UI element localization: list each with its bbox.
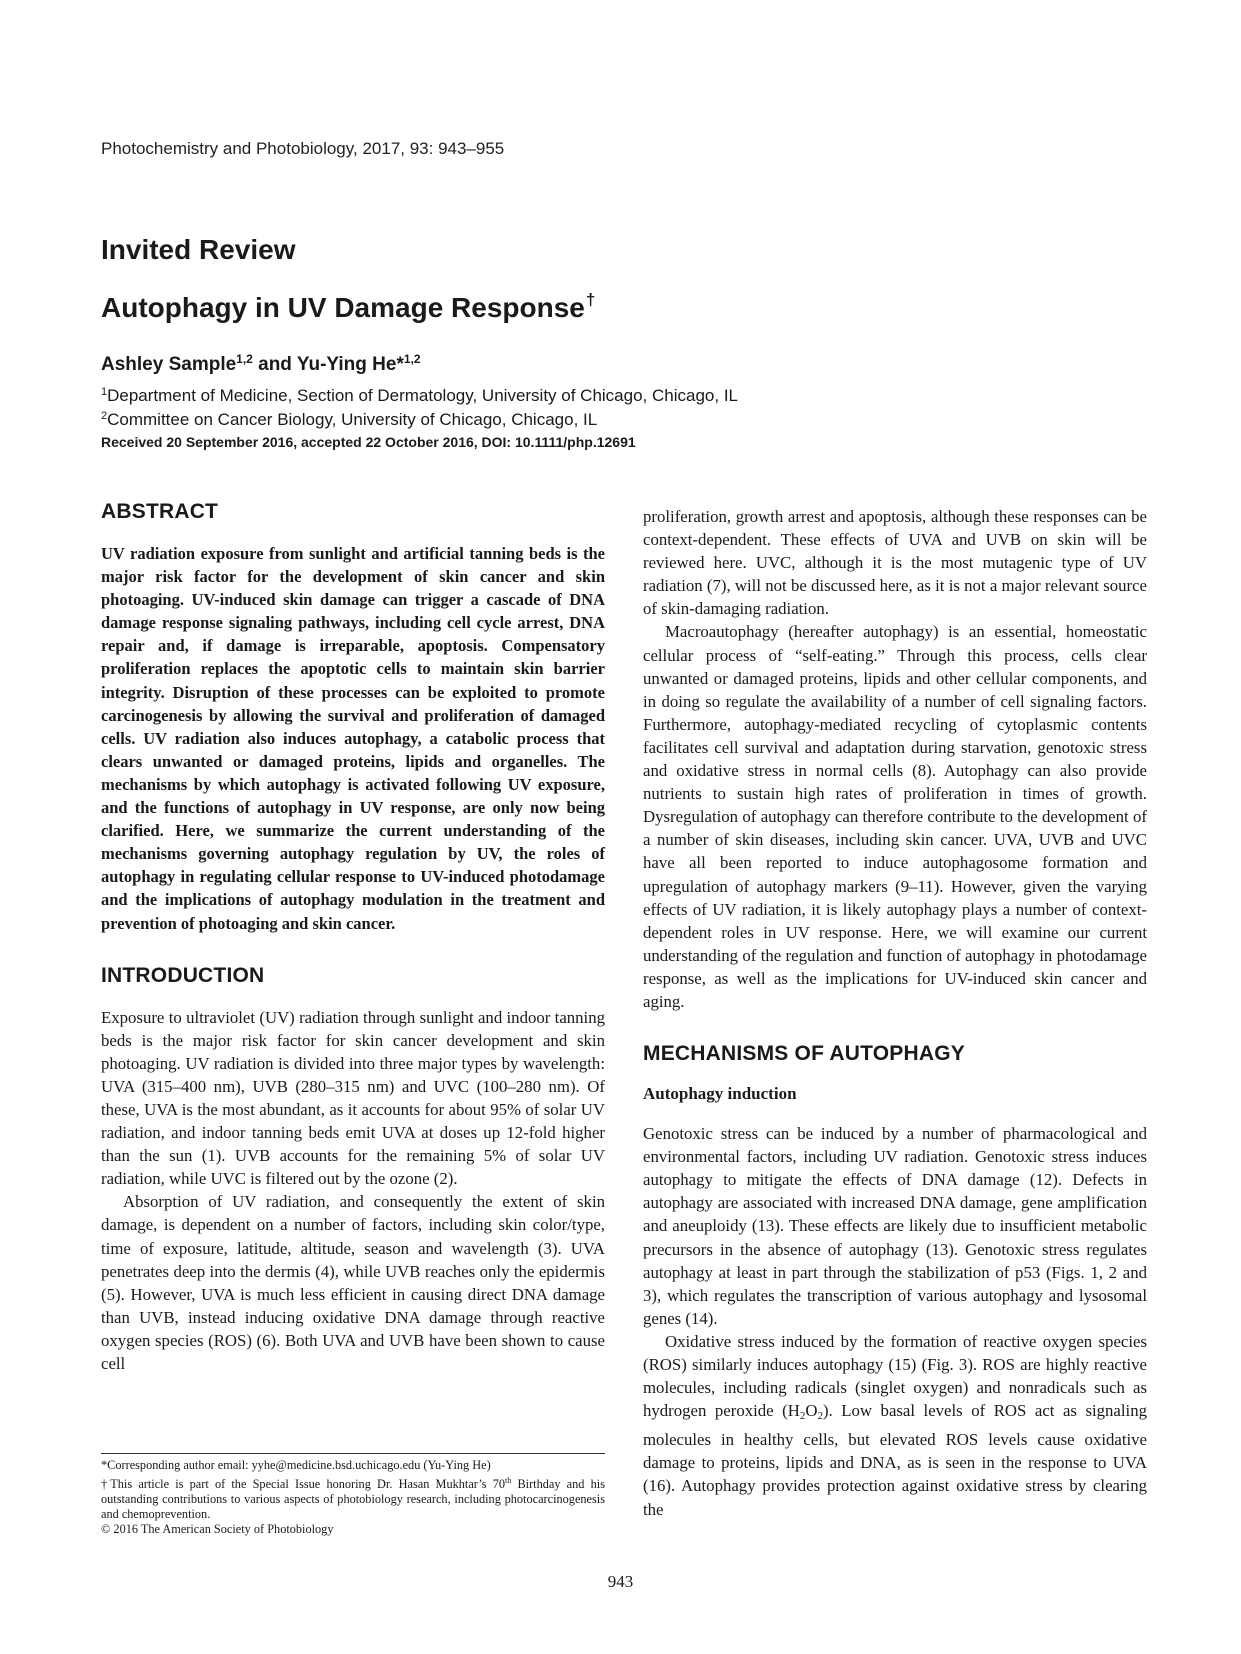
autophagy-induction-heading: Autophagy induction [643,1084,797,1104]
received-line: Received 20 September 2016, accepted 22 October 2016, DOI: 10.1111/php.12691 [101,434,636,450]
intro-paragraph-continued: proliferation, growth arrest and apoptosis, although these responses can be context-dependent. These effects of UVA and UVB on skin will be reviewed here. UVC, although it is the most mutagenic type of UV radiation (7), will not be discussed here, as it is not a major relevant source of skin-damaging radiation. [643,507,1147,619]
abstract-heading: ABSTRACT [101,500,219,523]
journal-citation: Photochemistry and Photobiology, 2017, 93: 943–955 [101,139,505,158]
title-dagger: † [585,290,596,309]
page-number: 943 [607,1572,634,1591]
affiliation-2 [101,406,738,430]
macroautophagy-paragraph: Macroautophagy (hereafter autophagy) is an essential, homeostatic cellular process of “self-eating.” Through this process, cells clear unwanted or damaged proteins, lipids and other cellular components, and in doing so regulate the availability of a number of cell signaling factors. Furthermore, autophagy-mediated recycling of cytoplasmic contents facilitates cell survival and adaptation during starvation, genotoxic stress and oxidative stress in normal cells (8). Autophagy can also provide nutrients to sustain high rates of proliferation in times of growth. Dysregulation of autophagy can therefore contribute to the development of a number of skin diseases, including skin cancer. UVA, UVB and UVC have all been reported to induce autophagosome formation and upregulation of autophagy markers (9–11). However, given the varying effects of UV radiation, it is likely autophagy plays a number of context-dependent roles in UV response. Here, we will examine our current understanding of the regulation and function of autophagy in photodamage response, as well as the implications for UV-induced skin cancer and aging. [643,622,1147,1011]
author-line [101,352,421,376]
affiliation-2-text: Committee on Cancer Biology, University of Chicago, Chicago, IL [107,410,598,429]
oxygen-symbol: O [805,1401,818,1421]
special-issue-text-b: Birthday and his outstanding contributions to various aspects of photobiology research, including photocarcinogenesis and chemoprevention. [101,1477,605,1521]
o2-subscript: 2 [817,1410,823,1423]
author-conjunction: and [252,354,297,375]
author-2: Yu-Ying He* [296,354,404,375]
title-text: Autophagy in UV Damage Response [101,292,585,323]
oxidative-text-b: ). Low basal levels of ROS act as signaling molecules in healthy cells, but elevated ROS levels cause oxidative damage to proteins, lipids and DNA, as is seen in the response to UVA (16). Autophagy provides protection against oxidative stress by clearing the [643,1401,1147,1519]
oxidative-text-a: Oxidative stress induced by the formation of reactive oxygen species (ROS) similarly induces autophagy (15) (Fig. 3). ROS are highly reactive molecules, including radicals (singlet oxygen) and nonradicals such as hydrogen peroxide (H [643,1331,1147,1421]
ordinal-suffix: th [505,1476,512,1485]
mechanisms-heading: MECHANISMS OF AUTOPHAGY [643,1042,965,1066]
affiliation-1-text: Department of Medicine, Section of Dermatology, University of Chicago, Chicago, IL [107,386,738,405]
abstract-text: UV radiation exposure from sunlight and artificial tanning beds is the major risk factor for the development of skin cancer and skin photoaging. UV-induced skin damage can trigger a cascade of DNA damage response signaling pathways, including cell cycle arrest, DNA repair and, if damage is irreparable, apoptosis. Compensatory proliferation replaces the apoptotic cells to maintain skin barrier integrity. Disruption of these processes can be exploited to promote carcinogenesis by allowing the survival and proliferation of damaged cells. UV radiation also induces autophagy, a catabolic process that clears unwanted or damaged proteins, lipids and organelles. The mechanisms by which autophagy is activated following UV exposure, and the functions of autophagy in UV response, are only now being clarified. Here, we summarize the current understanding of the mechanisms governing autophagy regulation by UV, the roles of autophagy in regulating cellular response to UV-induced photodamage and the implications of autophagy modulation in the treatment and prevention of photoaging and skin cancer. [101,544,605,933]
special-issue-note [101,1473,605,1522]
intro-paragraph-1: Exposure to ultraviolet (UV) radiation through sunlight and indoor tanning beds is the major risk factor for skin cancer development and skin photoaging. UV radiation is divided into three major types by wavelength: UVA (315–400 nm), UVB (280–315 nm) and UVC (100–280 nm). Of these, UVA is the most abundant, as it accounts for about 95% of solar UV radiation, and indoor tanning beds emit UVA at doses up 12-fold higher than the sun (1). UVB accounts for the remaining 5% of solar UV radiation, while UVC is filtered out by the ozone (2). [101,1007,605,1189]
oxidative-stress-paragraph [643,1330,1147,1521]
right-column [643,505,1147,1521]
affiliation-2-marker: 2 [101,410,108,422]
author-2-affil: 1,2 [403,352,421,366]
author-1: Ashley Sample [101,354,237,375]
special-issue-text-a: †This article is part of the Special Issue honoring Dr. Hasan Mukhtar’s 70 [101,1477,506,1491]
corresponding-author-note: *Corresponding author email: yyhe@medicine.bsd.uchicago.edu (Yu-Ying He) [101,1458,491,1472]
affiliation-1-marker: 1 [101,386,108,398]
left-column [101,500,605,1375]
affiliations [101,382,738,430]
affiliation-1 [101,382,738,406]
footnotes [101,1453,605,1537]
author-1-affil: 1,2 [236,352,253,366]
genotoxic-stress-paragraph: Genotoxic stress can be induced by a number of pharmacological and environmental factors, including UV radiation. Genotoxic stress induces autophagy to mitigate the effects of DNA damage (12). Defects in autophagy are associated with increased DNA damage, gene amplification and aneuploidy (13). These effects are likely due to insufficient metabolic precursors in the absence of autophagy (13). Genotoxic stress regulates autophagy at least in part through the stabilization of p53 (Figs. 1, 2 and 3), which regulates the transcription of various autophagy and lysosomal genes (14). [643,1124,1147,1328]
article-type: Invited Review [101,234,296,265]
article-title [101,290,595,324]
intro-paragraph-2: Absorption of UV radiation, and consequently the extent of skin damage, is dependent on a number of factors, including skin color/type, time of exposure, latitude, altitude, season and wavelength (3). UVA penetrates deep into the dermis (4), while UVB reaches only the epidermis (5). However, UVA is much less efficient in causing direct DNA damage than UVB, instead inducing oxidative DNA damage through reactive oxygen species (ROS) (6). Both UVA and UVB have been shown to cause cell [101,1192,605,1373]
introduction-heading: INTRODUCTION [101,963,265,987]
h2-subscript: 2 [799,1410,806,1423]
copyright-note: © 2016 The American Society of Photobiology [101,1522,334,1536]
